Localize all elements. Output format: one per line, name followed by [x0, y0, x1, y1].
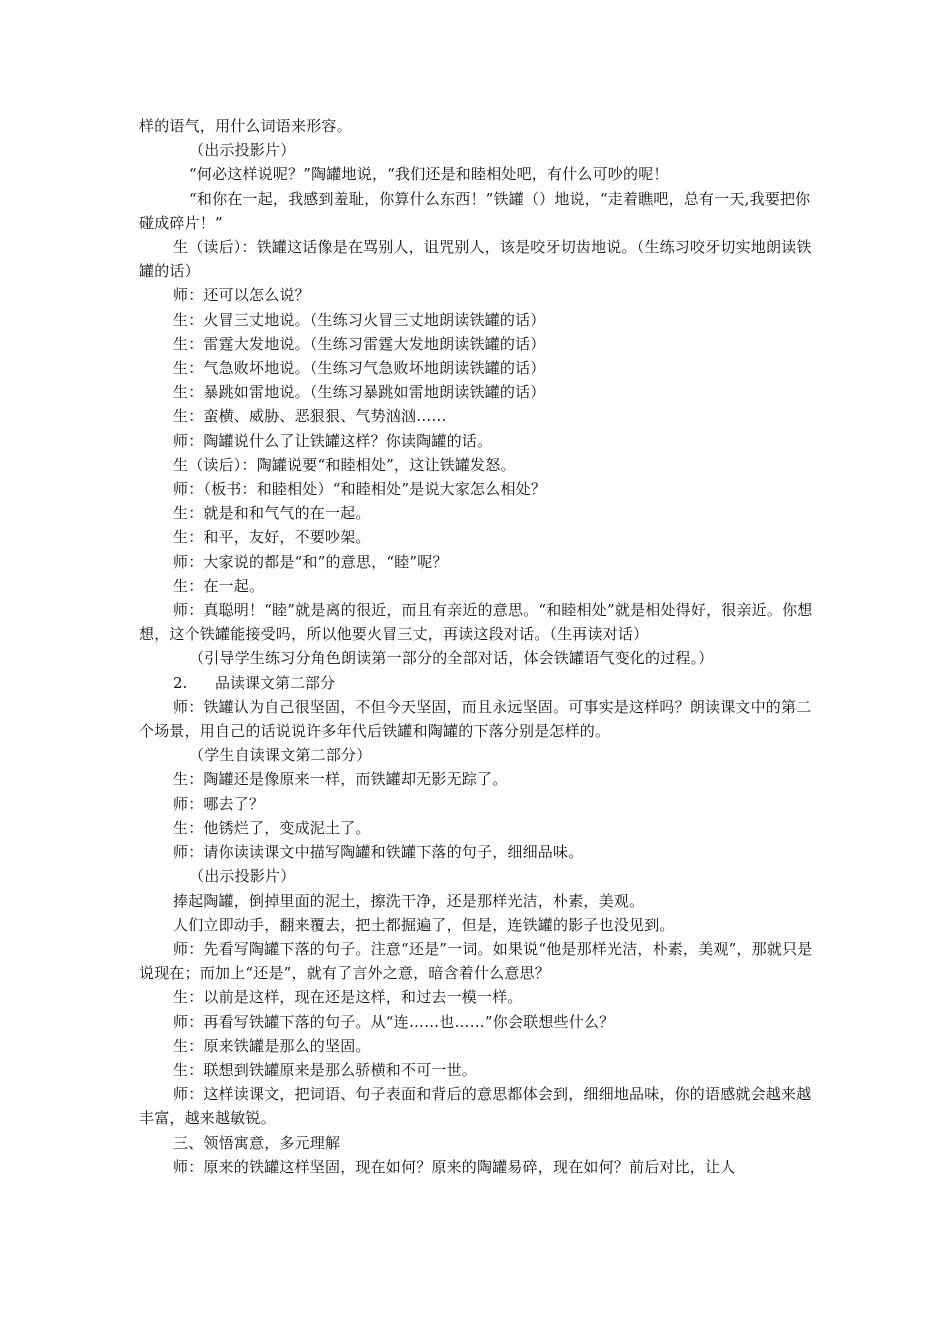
section-heading: 三、领悟寓意，多元理解: [173, 1133, 341, 1152]
paragraph: 师：还可以怎么说？: [173, 286, 310, 305]
paragraph: （引导学生练习分角色朗读第一部分的全部对话，体会铁罐语气变化的过程。）: [189, 649, 714, 668]
paragraph: 生：在一起。: [173, 576, 265, 595]
paragraph: 师：这样读课文，把词语、句子表面和背后的意思都体会到，细细地品味，你的语感就会越来越丰富，越来越敏锐。: [139, 1085, 812, 1128]
paragraph: 师：哪去了？: [173, 794, 265, 813]
paragraph: 师：真聪明！“睦”就是离的很近，而且有亲近的意思。“和睦相处”就是相处得好，很亲近。你想想，这个铁罐能接受吗，所以他要火冒三丈，再读这段对话。（生再读对话）: [139, 601, 813, 644]
paragraph: 生：联想到铁罐原来是那么骄横和不可一世。: [173, 1060, 478, 1079]
numbered-heading: [139, 671, 815, 695]
paragraph: 生：和平，友好，不要吵架。: [173, 528, 371, 547]
paragraph: 师：铁罐认为自己很坚固，不但今天坚固，而且永远坚固。可事实是这样吗？朗读课文中的第二个场景，用自己的话说说许多年代后铁罐和陶罐的下落分别是怎样的。: [139, 697, 812, 741]
paragraph: “和你在一起，我感到羞耻，你算什么东西！”铁罐（）地说，“走着瞧吧，总有一天,我要把你碰成碎片！”: [139, 189, 811, 232]
paragraph: “何必这样说呢？”陶罐地说，“我们还是和睦相处吧，有什么可吵的呢！: [189, 165, 669, 184]
paragraph: 师：再看写铁罐下落的句子。从“连……也……”你会联想些什么？: [173, 1012, 615, 1031]
paragraph: （出示投影片）: [189, 141, 296, 160]
paragraph: 生：暴跳如雷地说。（生练习暴跳如雷地朗读铁罐的话）: [173, 383, 546, 402]
paragraph: 生：雷霆大发地说。（生练习雷霆大发地朗读铁罐的话）: [173, 334, 546, 353]
paragraph: 生（读后）：陶罐说要“和睦相处”，这让铁罐发怒。: [173, 455, 516, 474]
paragraph: 师：原来的铁罐这样坚固，现在如何？原来的陶罐易碎，现在如何？前后对比，让人: [173, 1157, 736, 1176]
paragraph: 生：蛮横、威胁、恶狠狠、气势汹汹……: [173, 407, 447, 426]
paragraph: 师：请你读读课文中描写陶罐和铁罐下落的句子，细细品味。: [173, 843, 584, 862]
paragraph: 生（读后）：铁罐这话像是在骂别人，诅咒别人，该是咬牙切齿地说。（生练习咬牙切实地朗读铁罐的话）: [139, 238, 812, 281]
paragraph: 捧起陶罐，倒掉里面的泥土，擦洗干净，还是那样光洁，朴素，美观。: [173, 891, 645, 910]
paragraph: 生：火冒三丈地说。（生练习火冒三丈地朗读铁罐的话）: [173, 310, 546, 329]
paragraph: （学生自读课文第二部分）: [189, 746, 372, 765]
paragraph: 师：陶罐说什么了让铁罐这样？你读陶罐的话。: [173, 431, 493, 450]
list-item-text: 品读课文第二部分: [215, 673, 336, 692]
paragraph: 生：就是和和气气的在一起。: [173, 504, 371, 523]
paragraph: 生：以前是这样，现在还是这样，和过去一模一样。: [173, 988, 523, 1007]
document-body: [139, 114, 815, 1179]
paragraph: 生：气急败坏地说。（生练习气急败坏地朗读铁罐的话）: [173, 359, 546, 378]
paragraph: 生：陶罐还是像原来一样，而铁罐却无影无踪了。: [173, 770, 508, 789]
paragraph: （出示投影片）: [189, 867, 296, 886]
paragraph: 样的语气，用什么词语来形容。: [139, 117, 352, 135]
paragraph: 生：原来铁罐是那么的坚固。: [173, 1036, 371, 1055]
paragraph: 师：先看写陶罐下落的句子。注意“还是”一词。如果说“他是那样光洁，朴素，美观”，那就只是说现在；而加上“还是”，就有了言外之意，暗含着什么意思？: [139, 939, 813, 983]
paragraph: 师：（板书：和睦相处）“和睦相处”是说大家怎么相处？: [173, 480, 547, 499]
paragraph: 生：他锈烂了，变成泥土了。: [173, 818, 371, 837]
list-number: 2.: [173, 673, 188, 692]
paragraph: 人们立即动手，翻来覆去，把土都掘遍了，但是，连铁罐的影子也没见到。: [173, 915, 675, 934]
paragraph: 师：大家说的都是“和”的意思，“睦”呢？: [173, 552, 448, 571]
